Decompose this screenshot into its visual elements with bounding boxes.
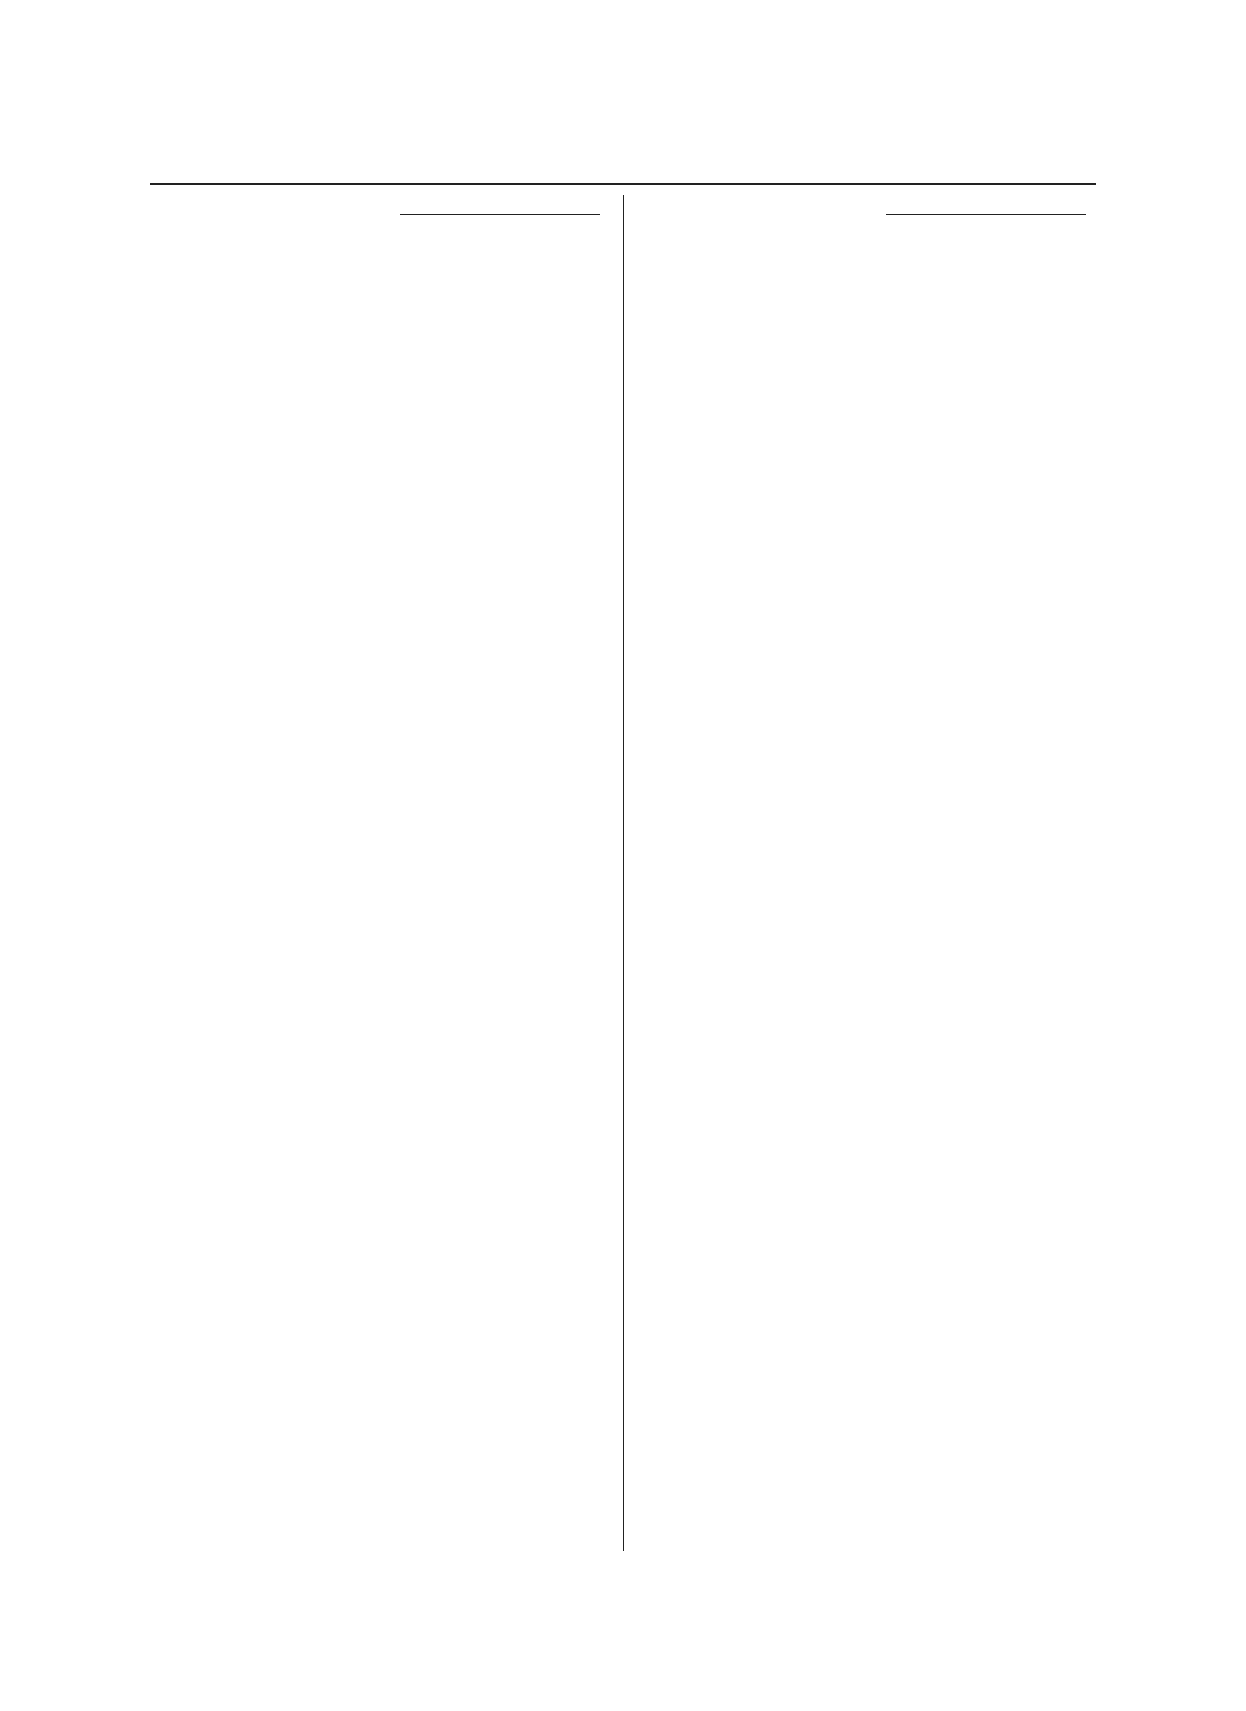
top-rule [150, 183, 1096, 185]
right-column [646, 200, 1086, 225]
column-divider [623, 195, 624, 1551]
left-column [160, 200, 600, 225]
footnote-rule-right [886, 214, 1086, 215]
footnote-rule-left [400, 214, 600, 215]
